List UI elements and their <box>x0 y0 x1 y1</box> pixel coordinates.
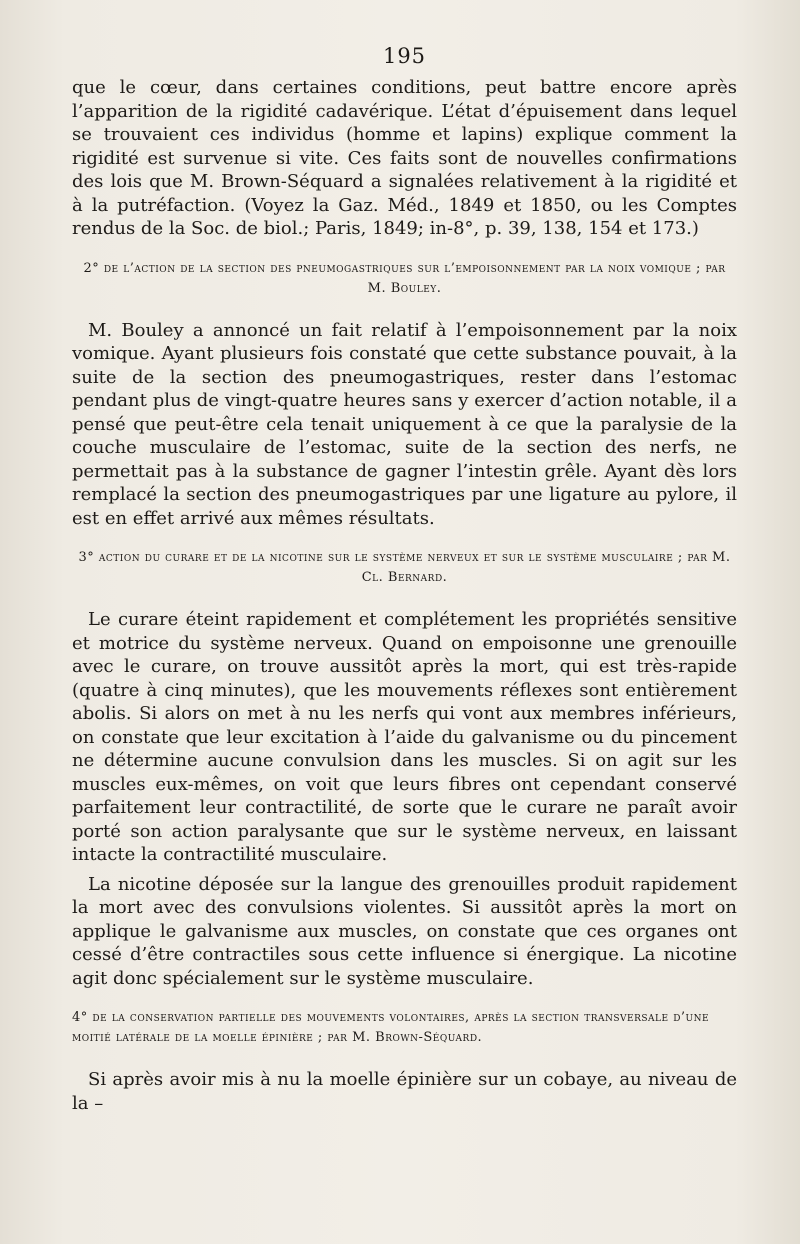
page-text <box>72 40 737 1115</box>
paragraph-curare: Le curare éteint rapidement et complétement les propriétés sensitive et motrice du système nerveux. Quand on empoisonne une grenouille avec le curare, on trouve aussitôt après la mort, qui est très-rapide (quatre à cinq minutes), que les mouvements réflexes sont entièrement abolis. Si alors on met à nu les nerfs qui vont aux membres inférieurs, on constate que leur excitation à l’aide du galvanisme ou du pincement ne détermine aucune convulsion dans les muscles. Si on agit sur les muscles eux-mêmes, on voit que leurs fibres ont cependant conservé parfaitement leur contractilité, de sorte que le curare ne paraît avoir porté son action paralysante que sur le système nerveux, en laissant intacte la contractilité musculaire. <box>72 609 737 865</box>
paragraph-brown-sequard: Si après avoir mis à nu la moelle épinière sur un cobaye, au niveau de la – <box>72 1069 737 1114</box>
section-title-2: 2° de l’action de la section des pneumogastriques sur l’empoisonnement par la noix vomique ; par M. Bouley. <box>83 260 726 296</box>
paragraph-nicotine: La nicotine déposée sur la langue des grenouilles produit rapidement la mort avec des convulsions violentes. Si aussitôt après la mort on applique le galvanisme aux muscles, on constate que ces organes ont cessé d’être contractiles sous cette influence si énergique. La nicotine agit donc spécialement sur le système musculaire. <box>72 873 737 989</box>
section-title-3: 3° action du curare et de la nicotine sur le système nerveux et sur le système musculaire ; par M. Cl. Bernard. <box>78 550 731 585</box>
paragraph-continuation: que le cœur, dans certaines conditions, peut battre encore après l’apparition de la rigidité cadavérique. L’état d’épuisement dans lequel se trouvaient ces individus (homme et lapins) explique comment la rigidité est survenue si vite. Ces faits sont de nouvelles confirmations des lois que M. Brown-Séquard a signalées relativement à la rigidité et à la putréfaction. (Voyez la Gaz. Méd., 1849 et 1850, ou les Comptes rendus de la Soc. de biol.; Paris, 1849; in-8°, p. 39, 138, 154 et 173.) <box>72 77 737 239</box>
section-title-4: 4° de la conservation partielle des mouvements volontaires, après la section transversale d’une moitié latérale de la moelle épinière ; par M. Brown-Séquard. <box>72 1010 710 1045</box>
page-number: 195 <box>382 44 427 68</box>
paragraph-bouley: M. Bouley a annoncé un fait relatif à l’empoisonnement par la noix vomique. Ayant plusieurs fois constaté que cette substance pouvait, à la suite de la section des pneumogastriques, rester dans l’estomac pendant plus de vingt-quatre heures sans y exercer d’action notable, il a pensé que peut-être cela tenait uniquement à ce que la paralysie de la couche musculaire de l’estomac, suite de la section des nerfs, ne permettait pas à la substance de gagner l’intestin grêle. Ayant dès lors remplacé la section des pneumogastriques par une ligature au pylore, il est en effet arrivé aux mêmes résultats. <box>72 319 737 529</box>
